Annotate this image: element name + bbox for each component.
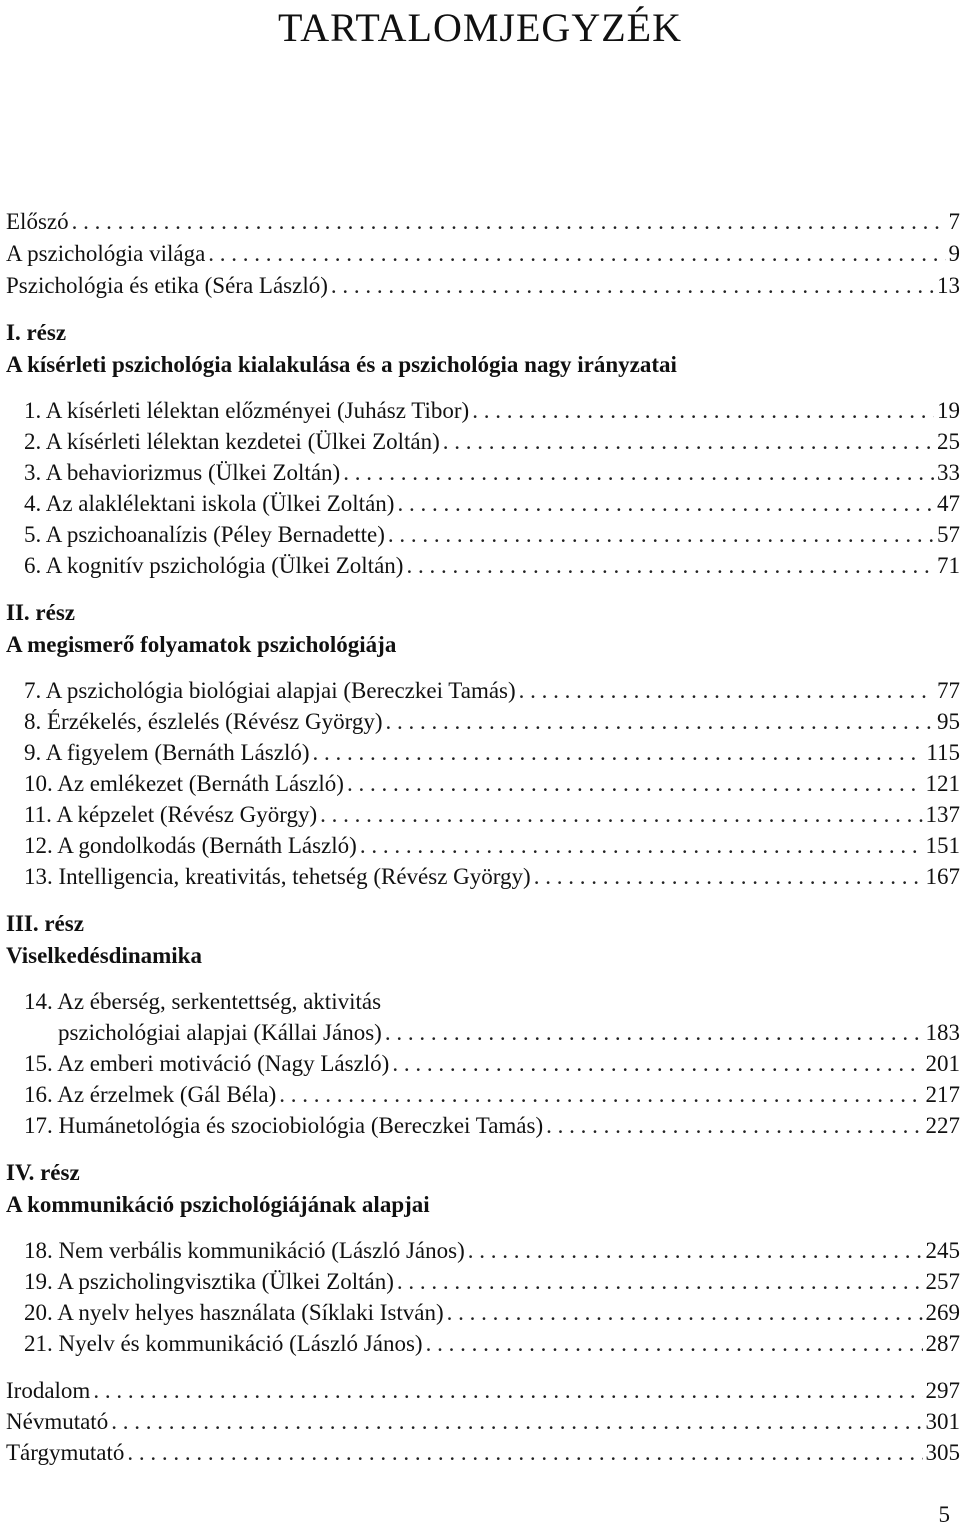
toc-entry-chapter-17[interactable] [24,1111,960,1141]
dot-leader [388,520,934,550]
dot-leader [546,1111,922,1141]
toc-entry-chapter-10[interactable] [24,769,960,799]
dot-leader [447,1298,923,1328]
dot-leader [468,1236,923,1266]
toc-entry-chapter-8[interactable] [24,707,960,737]
page-number: 151 [925,833,960,858]
entry-label: 8. Érzékelés, észlelés (Révész György) [24,709,383,734]
toc-entry-chapter-5[interactable] [24,520,960,550]
dot-leader [386,707,935,737]
toc-entry-chapter-18[interactable] [24,1236,960,1266]
dot-leader [347,769,923,799]
toc-entry-name-index[interactable] [6,1407,960,1437]
page-number: 287 [925,1331,960,1356]
toc-entry-bibliography[interactable] [6,1376,960,1406]
part-title: A megismerő folyamatok pszichológiája [6,632,397,657]
page-folio: 5 [938,1502,950,1527]
toc-entry-chapter-3[interactable] [24,458,960,488]
entry-label: 9. A figyelem (Bernáth László) [24,740,310,765]
entry-label: 16. Az érzelmek (Gál Béla) [24,1082,277,1107]
page-title: TARTALOMJEGYZÉK [278,5,682,50]
toc-entry-chapter-15[interactable] [24,1049,960,1079]
entry-label: 19. A pszicholingvisztika (Ülkei Zoltán) [24,1269,394,1294]
part-label: II. rész [6,600,75,625]
entry-label: 12. A gondolkodás (Bernáth László) [24,833,357,858]
dot-leader [208,239,945,269]
dot-leader [313,738,924,768]
dot-leader [360,831,923,861]
dot-leader [279,1080,922,1110]
entry-label: Irodalom [6,1378,91,1403]
page-number: 183 [925,1020,960,1045]
dot-leader [443,427,934,457]
toc-entry-chapter-7[interactable] [24,676,960,706]
entry-label: 18. Nem verbális kommunikáció (László János) [24,1238,465,1263]
toc-entry-chapter-21[interactable] [24,1329,960,1359]
toc-entry-foreword[interactable] [6,207,960,237]
dot-leader [392,1049,922,1079]
dot-leader [406,551,934,581]
entry-label: Pszichológia és etika (Séra László) [6,273,328,298]
part-label: I. rész [6,320,67,345]
page-number: 13 [937,273,960,298]
page-number: 33 [937,460,960,485]
entry-label: 3. A behaviorizmus (Ülkei Zoltán) [24,460,341,485]
toc-entry-chapter-16[interactable] [24,1080,960,1110]
entry-label: Tárgymutató [6,1440,125,1465]
entry-label: 2. A kísérleti lélektan kezdetei (Ülkei Zoltán) [24,429,440,454]
page-number: 25 [937,429,960,454]
page-number: 167 [925,864,960,889]
toc-entry-chapter-1[interactable] [24,396,960,426]
page-number: 257 [925,1269,960,1294]
page-number: 269 [925,1300,960,1325]
toc-entry-subject-index[interactable] [6,1438,960,1468]
toc-entry-chapter-12[interactable] [24,831,960,861]
toc-entry-world-of-psychology[interactable] [6,239,960,269]
page-number: 121 [925,771,960,796]
entry-label: 10. Az emlékezet (Bernáth László) [24,771,344,796]
part-title: A kommunikáció pszichológiájának alapjai [6,1192,430,1217]
toc-entry-chapter-19[interactable] [24,1267,960,1297]
entry-label: 17. Humánetológia és szociobiológia (Bereczkei Tamás) [24,1113,544,1138]
dot-leader [519,676,934,706]
page-number: 245 [925,1238,960,1263]
dot-leader [127,1438,922,1468]
entry-label: 20. A nyelv helyes használata (Síklaki István) [24,1300,444,1325]
entry-label: 5. A pszichoanalízis (Péley Bernadette) [24,522,385,547]
entry-label: 4. Az alaklélektani iskola (Ülkei Zoltán) [24,491,395,516]
page-number: 297 [925,1378,960,1403]
dot-leader [397,1267,923,1297]
entry-label: Névmutató [6,1409,109,1434]
dot-leader [72,207,946,237]
dot-leader [385,1018,923,1048]
dot-leader [331,271,934,301]
dot-leader [534,862,923,892]
entry-label: 11. A képzelet (Révész György) [24,802,318,827]
dot-leader [111,1407,922,1437]
entry-label: Előszó [6,209,69,234]
part-label: III. rész [6,911,84,936]
toc-entry-chapter-9[interactable] [24,738,960,768]
entry-label: 21. Nyelv és kommunikáció (László János) [24,1331,423,1356]
entry-label: 6. A kognitív pszichológia (Ülkei Zoltán) [24,553,404,578]
page-number: 217 [925,1082,960,1107]
toc-entry-chapter-14-first-line[interactable]: 14. Az éberség, serkentettség, aktivitás [24,989,382,1014]
dot-leader [93,1376,922,1406]
dot-leader [472,396,934,426]
page-number: 305 [925,1440,960,1465]
page-number: 227 [925,1113,960,1138]
page-number: 19 [937,398,960,423]
part-title: A kísérleti pszichológia kialakulása és a pszichológia nagy irányzatai [6,352,677,377]
dot-leader [320,800,922,830]
entry-label: 15. Az emberi motiváció (Nagy László) [24,1051,390,1076]
page-number: 71 [937,553,960,578]
page-number: 95 [937,709,960,734]
toc-entry-chapter-13[interactable] [24,862,960,892]
part-label: IV. rész [6,1160,80,1185]
toc-entry-chapter-14[interactable] [58,1018,960,1048]
entry-label: 7. A pszichológia biológiai alapjai (Bereczkei Tamás) [24,678,516,703]
dot-leader [343,458,934,488]
toc-entry-psychology-ethics[interactable] [6,271,960,301]
page-number: 137 [925,802,960,827]
toc-entry-chapter-11[interactable] [24,800,960,830]
entry-label: A pszichológia világa [6,241,206,266]
toc-entry-chapter-20[interactable] [24,1298,960,1328]
part-title: Viselkedésdinamika [6,943,202,968]
page-number: 201 [925,1051,960,1076]
page-number: 115 [926,740,960,765]
toc-entry-chapter-6[interactable] [24,551,960,581]
dot-leader [426,1329,923,1359]
page-number: 77 [937,678,960,703]
entry-label: 1. A kísérleti lélektan előzményei (Juhász Tibor) [24,398,470,423]
entry-label: pszichológiai alapjai (Kállai János) [58,1020,382,1045]
entry-label: 13. Intelligencia, kreativitás, tehetség (Révész György) [24,864,531,889]
page-number: 301 [925,1409,960,1434]
page-number: 57 [937,522,960,547]
page-number: 47 [937,491,960,516]
dot-leader [397,489,934,519]
toc-entry-chapter-2[interactable] [24,427,960,457]
page-number: 9 [948,241,960,266]
toc-entry-chapter-4[interactable] [24,489,960,519]
page-number: 7 [948,209,960,234]
